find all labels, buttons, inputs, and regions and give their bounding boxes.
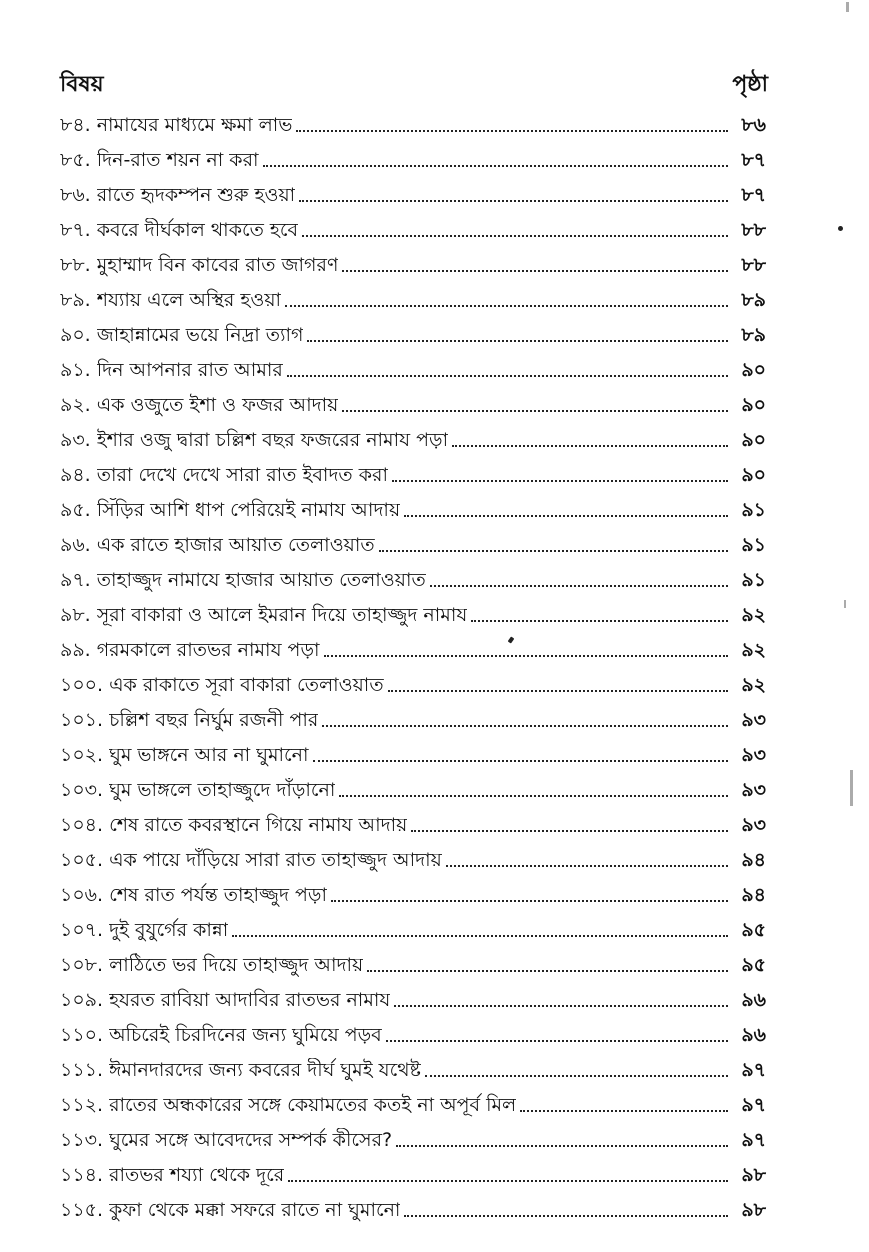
dot-leader [452, 444, 728, 447]
toc-entry [60, 701, 766, 736]
toc-entry [60, 421, 766, 456]
dot-leader [425, 1074, 728, 1077]
entry-page-number: ৯৫ [741, 954, 766, 976]
entry-page-number: ৯৭ [741, 1094, 766, 1116]
toc-entry [60, 911, 766, 946]
toc-entry [60, 1121, 766, 1156]
entry-page-number: ৯৭ [741, 1059, 766, 1081]
scan-edge-mark [846, 2, 849, 12]
entry-title: মুহাম্মাদ বিন কাবের রাত জাগরণ [96, 254, 339, 276]
entry-page-number: ৯৬ [741, 1024, 766, 1046]
entry-page-number: ৯৩ [741, 709, 766, 731]
entry-number: ১১৪. [60, 1164, 104, 1186]
toc-entry [60, 736, 766, 771]
entry-page-number: ৯০ [741, 359, 766, 381]
dot-leader [322, 724, 728, 727]
entry-number: ১১০. [60, 1024, 104, 1046]
toc-entry [60, 106, 766, 141]
scan-edge-mark [844, 600, 846, 608]
toc-entry [60, 316, 766, 351]
entry-page-number: ৯৮ [741, 1164, 766, 1186]
toc-entry [60, 281, 766, 316]
entry-title: দুই বুযুর্গের কান্না [109, 919, 229, 941]
entry-number: ১০৩. [60, 779, 104, 801]
entry-number: ৯১. [60, 359, 91, 381]
dot-leader [263, 164, 728, 167]
entry-title: কুফা থেকে মক্কা সফরে রাতে না ঘুমানো [109, 1199, 401, 1221]
entry-number: ১০১. [60, 709, 104, 731]
entry-number: ৮৬. [60, 184, 91, 206]
entry-number: ৮৯. [60, 289, 91, 311]
entry-page-number: ৯৩ [741, 814, 766, 836]
entry-number: ১০৯. [60, 989, 104, 1011]
entry-number: ১১৩. [60, 1129, 104, 1151]
toc-entry [60, 631, 766, 666]
entry-page-number: ৯৪ [741, 849, 766, 871]
entry-title: শেষ রাত পর্যন্ত তাহাজ্জুদ পড়া [109, 884, 327, 906]
entry-title: এক রাকাতে সূরা বাকারা তেলাওয়াত [109, 674, 384, 696]
entry-number: ১০৪. [60, 814, 104, 836]
dot-leader [392, 479, 728, 482]
toc-entry [60, 1191, 766, 1226]
entry-title: দিন আপনার রাত আমার [96, 359, 283, 381]
entry-title: সূরা বাকারা ও আলে ইমরান দিয়ে তাহাজ্জুদ নামায [96, 604, 468, 626]
entry-number: ১০৫. [60, 849, 104, 871]
dot-leader [471, 619, 728, 622]
entry-number: ১০৬. [60, 884, 104, 906]
toc-entry [60, 771, 766, 806]
entry-page-number: ৯২ [741, 674, 766, 696]
toc-entry [60, 876, 766, 911]
entry-number: ৯২. [60, 394, 91, 416]
entry-title: গরমকালে রাতভর নামায পড়া [96, 639, 320, 661]
toc-entry [60, 1086, 766, 1121]
toc-entry [60, 1051, 766, 1086]
page-column-label: পৃষ্ঠা [732, 72, 768, 97]
toc-entry [60, 456, 766, 491]
dot-leader [288, 1179, 728, 1182]
entry-title: তাহাজ্জুদ নামাযে হাজার আয়াত তেলাওয়াত [96, 569, 426, 591]
entry-page-number: ৯১ [741, 569, 766, 591]
toc-header [60, 70, 768, 104]
dot-leader [430, 584, 728, 587]
toc-entry [60, 491, 766, 526]
entry-number: ৮৪. [60, 114, 91, 136]
dot-leader [324, 654, 728, 657]
entry-page-number: ৮৭ [741, 184, 766, 206]
entry-number: ৯৩. [60, 429, 91, 451]
entry-title: ঈমানদারদের জন্য কবরের দীর্ঘ ঘুমই যথেষ্ট [109, 1059, 421, 1081]
dot-leader [313, 759, 728, 762]
entry-title: তারা দেখে দেখে সারা রাত ইবাদত করা [96, 464, 388, 486]
entry-number: ১১১. [60, 1059, 104, 1081]
dot-leader [367, 969, 728, 972]
entry-page-number: ৯৩ [741, 744, 766, 766]
dot-leader [302, 234, 728, 237]
entry-title: এক পায়ে দাঁড়িয়ে সারা রাত তাহাজ্জুদ আদায় [109, 849, 442, 871]
entry-title: ঘুমের সঙ্গে আবেদদের সম্পর্ক কীসের? [109, 1129, 393, 1151]
toc-entry [60, 211, 766, 246]
dot-leader [232, 934, 728, 937]
entry-title: শেষ রাতে কবরস্থানে গিয়ে নামায আদায় [109, 814, 408, 836]
entry-page-number: ৯৮ [741, 1199, 766, 1221]
toc-entry [60, 666, 766, 701]
entry-title: কবরে দীর্ঘকাল থাকতে হবে [96, 219, 299, 241]
entry-number: ৯৬. [60, 534, 91, 556]
entry-title: সিঁড়ির আশি ধাপ পেরিয়েই নামায আদায় [96, 499, 401, 521]
entry-number: ১১৫. [60, 1199, 104, 1221]
dot-leader [296, 129, 728, 132]
entry-title: লাঠিতে ভর দিয়ে তাহাজ্জুদ আদায় [109, 954, 364, 976]
entry-title: এক রাতে হাজার আয়াত তেলাওয়াত [96, 534, 375, 556]
entry-title: দিন-রাত শয়ন না করা [96, 149, 259, 171]
toc-entry [60, 1156, 766, 1191]
dot-leader [339, 794, 728, 797]
entry-title: হযরত রাবিয়া আদাবির রাতভর নামায [109, 989, 391, 1011]
entry-page-number: ৮৭ [741, 149, 766, 171]
entry-number: ৮৫. [60, 149, 91, 171]
dot-leader [396, 1144, 728, 1147]
entry-page-number: ৯২ [741, 604, 766, 626]
dot-leader [404, 514, 728, 517]
entry-page-number: ৯১ [741, 534, 766, 556]
entry-title: শয্যায় এলে অস্থির হওয়া [96, 289, 282, 311]
entry-page-number: ৮৯ [741, 289, 766, 311]
scan-speck [838, 226, 843, 231]
entry-page-number: ৯০ [741, 464, 766, 486]
entry-title: রাতে হৃদকম্পন শুরু হওয়া [96, 184, 296, 206]
entry-page-number: ৮৯ [741, 324, 766, 346]
entry-number: ৯৭. [60, 569, 91, 591]
toc-entry [60, 351, 766, 386]
entry-number: ১০২. [60, 744, 104, 766]
entry-title: ঘুম ভাঙ্গলে তাহাজ্জুদে দাঁড়ানো [109, 779, 336, 801]
toc-entry [60, 526, 766, 561]
entry-page-number: ৯৬ [741, 989, 766, 1011]
dot-leader [331, 899, 728, 902]
dot-leader [386, 1039, 728, 1042]
entry-number: ১০০. [60, 674, 104, 696]
toc-entry [60, 141, 766, 176]
toc-entry [60, 981, 766, 1016]
toc-entry [60, 841, 766, 876]
entry-page-number: ৯২ [741, 639, 766, 661]
dot-leader [404, 1214, 728, 1217]
dot-leader [299, 199, 728, 202]
entry-page-number: ৯০ [741, 394, 766, 416]
entry-page-number: ৯৫ [741, 919, 766, 941]
dot-leader [411, 829, 728, 832]
entry-page-number: ৮৮ [741, 219, 766, 241]
entry-page-number: ৯৭ [741, 1129, 766, 1151]
table-of-contents [60, 106, 766, 1226]
entry-number: ১১২. [60, 1094, 104, 1116]
toc-entry [60, 176, 766, 211]
dot-leader [446, 864, 728, 867]
toc-entry [60, 246, 766, 281]
toc-entry [60, 596, 766, 631]
dot-leader [388, 689, 728, 692]
entry-title: ঘুম ভাঙ্গনে আর না ঘুমানো [109, 744, 309, 766]
entry-number: ৮৮. [60, 254, 91, 276]
entry-title: রাতের অন্ধকারের সঙ্গে কেয়ামতের কতই না অপূর্ব মিল [109, 1094, 517, 1116]
topic-column-label: বিষয় [60, 72, 104, 97]
entry-number: ৯৯. [60, 639, 91, 661]
entry-title: নামাযের মাধ্যমে ক্ষমা লাভ [96, 114, 293, 136]
dot-leader [307, 339, 728, 342]
toc-entry [60, 806, 766, 841]
dot-leader [379, 549, 728, 552]
dot-leader [287, 374, 728, 377]
toc-entry [60, 386, 766, 421]
entry-page-number: ৯৪ [741, 884, 766, 906]
entry-title: এক ওজুতে ইশা ও ফজর আদায় [96, 394, 339, 416]
entry-title: রাতভর শয্যা থেকে দূরে [109, 1164, 285, 1186]
entry-number: ৯০. [60, 324, 91, 346]
entry-page-number: ৮৮ [741, 254, 766, 276]
entry-title: ইশার ওজু দ্বারা চল্লিশ বছর ফজরের নামায পড়া [96, 429, 449, 451]
dot-leader [394, 1004, 728, 1007]
entry-number: ৯৪. [60, 464, 91, 486]
scan-edge-mark [850, 770, 853, 806]
entry-page-number: ৯১ [741, 499, 766, 521]
entry-number: ৮৭. [60, 219, 91, 241]
toc-entry [60, 1016, 766, 1051]
dot-leader [285, 304, 728, 307]
entry-number: ৯৫. [60, 499, 91, 521]
dot-leader [520, 1109, 728, 1112]
entry-page-number: ৯৩ [741, 779, 766, 801]
entry-number: ৯৮. [60, 604, 91, 626]
toc-entry [60, 946, 766, 981]
entry-page-number: ৮৬ [741, 114, 766, 136]
dot-leader [342, 409, 728, 412]
entry-title: অচিরেই চিরদিনের জন্য ঘুমিয়ে পড়ব [109, 1024, 382, 1046]
entry-page-number: ৯০ [741, 429, 766, 451]
entry-number: ১০৭. [60, 919, 104, 941]
dot-leader [342, 269, 728, 272]
entry-number: ১০৮. [60, 954, 104, 976]
toc-entry [60, 561, 766, 596]
entry-title: চল্লিশ বছর নির্ঘুম রজনী পার [109, 709, 319, 731]
entry-title: জাহান্নামের ভয়ে নিদ্রা ত্যাগ [96, 324, 304, 346]
